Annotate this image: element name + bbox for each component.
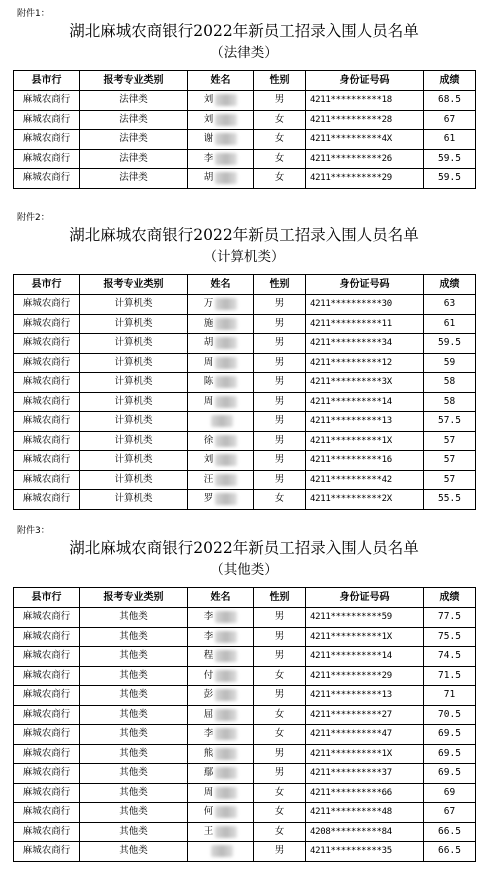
cell-name — [188, 451, 254, 471]
cell-category: 计算机类 — [80, 314, 188, 334]
table-row — [14, 490, 476, 510]
name-text: 李 — [203, 611, 214, 622]
header-category: 报考专业类别 — [80, 275, 188, 295]
cell-score: 59.5 — [424, 169, 476, 189]
cell-category: 计算机类 — [80, 490, 188, 510]
cell-score: 57 — [424, 431, 476, 451]
redaction-mask — [215, 454, 237, 466]
cell-gender: 男 — [254, 744, 306, 764]
cell-score: 57.5 — [424, 412, 476, 432]
cell-branch: 麻城农商行 — [14, 334, 80, 354]
table-row — [14, 627, 476, 647]
section-other — [13, 525, 475, 862]
table-header-row — [14, 71, 476, 91]
name-text: 徐 — [203, 434, 214, 446]
cell-branch: 麻城农商行 — [14, 314, 80, 334]
cell-score: 57 — [424, 470, 476, 490]
cell-category: 其他类 — [80, 608, 188, 628]
cell-gender: 女 — [254, 822, 306, 842]
cell-id-number: 4208**********84 — [306, 822, 424, 842]
candidate-table — [13, 587, 476, 862]
header-branch: 县市行 — [14, 588, 80, 608]
cell-branch: 麻城农商行 — [14, 783, 80, 803]
cell-gender: 女 — [254, 803, 306, 823]
name-text: 周 — [203, 356, 214, 368]
cell-branch: 麻城农商行 — [14, 130, 80, 150]
cell-name — [188, 822, 254, 842]
name-text: 刘 — [203, 94, 214, 105]
cell-branch: 麻城农商行 — [14, 764, 80, 784]
cell-id-number: 4211**********11 — [306, 314, 424, 334]
cell-id-number: 4211**********13 — [306, 686, 424, 706]
cell-score: 70.5 — [424, 705, 476, 725]
redaction-mask — [215, 650, 237, 662]
cell-gender: 男 — [254, 373, 306, 393]
redaction-mask — [211, 415, 233, 427]
cell-branch: 麻城农商行 — [14, 686, 80, 706]
cell-gender: 男 — [254, 295, 306, 315]
cell-branch: 麻城农商行 — [14, 490, 80, 510]
cell-score: 59.5 — [424, 334, 476, 354]
cell-name — [188, 764, 254, 784]
cell-gender: 男 — [254, 412, 306, 432]
cell-name — [188, 412, 254, 432]
redaction-mask — [215, 689, 237, 701]
cell-name — [188, 91, 254, 111]
cell-gender: 女 — [254, 149, 306, 169]
header-name: 姓名 — [188, 71, 254, 91]
cell-name — [188, 608, 254, 628]
cell-branch: 麻城农商行 — [14, 705, 80, 725]
redaction-mask — [215, 337, 237, 349]
name-text: 周 — [203, 395, 214, 407]
header-score: 成绩 — [424, 588, 476, 608]
cell-score: 67 — [424, 110, 476, 130]
cell-id-number: 4211**********16 — [306, 451, 424, 471]
cell-category: 法律类 — [80, 91, 188, 111]
table-row — [14, 647, 476, 667]
table-row — [14, 169, 476, 189]
cell-score: 59.5 — [424, 149, 476, 169]
cell-name — [188, 149, 254, 169]
name-text: 熊 — [203, 747, 214, 759]
cell-score: 58 — [424, 373, 476, 393]
table-row — [14, 470, 476, 490]
cell-branch: 麻城农商行 — [14, 608, 80, 628]
cell-id-number: 4211**********30 — [306, 295, 424, 315]
cell-name — [188, 627, 254, 647]
list-subtitle: （计算机类） — [203, 249, 285, 265]
table-row — [14, 764, 476, 784]
cell-category: 计算机类 — [80, 451, 188, 471]
cell-id-number: 4211**********3X — [306, 373, 424, 393]
table-row — [14, 91, 476, 111]
cell-category: 法律类 — [80, 130, 188, 150]
cell-category: 其他类 — [80, 764, 188, 784]
table-row — [14, 373, 476, 393]
table-row — [14, 412, 476, 432]
cell-id-number: 4211**********4X — [306, 130, 424, 150]
cell-gender: 男 — [254, 392, 306, 412]
cell-name — [188, 334, 254, 354]
cell-name — [188, 314, 254, 334]
header-branch: 县市行 — [14, 71, 80, 91]
cell-name — [188, 647, 254, 667]
name-text: 施 — [203, 317, 214, 329]
cell-id-number: 4211**********66 — [306, 783, 424, 803]
redaction-mask — [215, 357, 237, 369]
cell-score: 55.5 — [424, 490, 476, 510]
cell-score: 74.5 — [424, 647, 476, 667]
redaction-mask — [215, 153, 237, 165]
cell-score: 68.5 — [424, 91, 476, 111]
cell-score: 57 — [424, 451, 476, 471]
redaction-mask — [215, 133, 237, 145]
cell-category: 其他类 — [80, 725, 188, 745]
cell-gender: 男 — [254, 431, 306, 451]
cell-branch: 麻城农商行 — [14, 725, 80, 745]
cell-score: 69.5 — [424, 764, 476, 784]
table-row — [14, 725, 476, 745]
cell-category: 计算机类 — [80, 353, 188, 373]
cell-branch: 麻城农商行 — [14, 470, 80, 490]
header-id: 身份证号码 — [306, 588, 424, 608]
name-text: 程 — [203, 650, 214, 661]
cell-id-number: 4211**********35 — [306, 842, 424, 862]
cell-branch: 麻城农商行 — [14, 627, 80, 647]
table-header-row — [14, 275, 476, 295]
cell-gender: 女 — [254, 705, 306, 725]
cell-gender: 女 — [254, 666, 306, 686]
redaction-mask — [215, 728, 237, 740]
cell-branch: 麻城农商行 — [14, 353, 80, 373]
cell-gender: 女 — [254, 490, 306, 510]
cell-category: 法律类 — [80, 149, 188, 169]
cell-category: 其他类 — [80, 783, 188, 803]
cell-branch: 麻城农商行 — [14, 822, 80, 842]
attachment-label: 附件2： — [17, 213, 50, 223]
redaction-mask — [215, 318, 237, 330]
cell-id-number: 4211**********2X — [306, 490, 424, 510]
cell-category: 其他类 — [80, 744, 188, 764]
cell-score: 71 — [424, 686, 476, 706]
cell-score: 66.5 — [424, 822, 476, 842]
cell-category: 法律类 — [80, 110, 188, 130]
cell-branch: 麻城农商行 — [14, 842, 80, 862]
table-row — [14, 842, 476, 862]
cell-gender: 男 — [254, 470, 306, 490]
redaction-mask — [215, 94, 237, 106]
list-title: 湖北麻城农商银行2022年新员工招录入围人员名单 — [69, 22, 419, 40]
cell-id-number: 4211**********59 — [306, 608, 424, 628]
table-row — [14, 822, 476, 842]
redaction-mask — [215, 787, 237, 799]
list-subtitle: （其他类） — [210, 562, 278, 578]
cell-name — [188, 130, 254, 150]
cell-id-number: 4211**********27 — [306, 705, 424, 725]
cell-name — [188, 392, 254, 412]
header-gender: 性别 — [254, 588, 306, 608]
name-text: 谢 — [203, 133, 214, 144]
table-row — [14, 705, 476, 725]
candidate-table — [13, 70, 476, 189]
cell-branch: 麻城农商行 — [14, 149, 80, 169]
name-text: 周 — [203, 786, 214, 798]
cell-category: 计算机类 — [80, 431, 188, 451]
cell-score: 67 — [424, 803, 476, 823]
cell-name — [188, 431, 254, 451]
table-row — [14, 295, 476, 315]
cell-id-number: 4211**********1X — [306, 431, 424, 451]
name-text: 李 — [203, 152, 214, 164]
header-category: 报考专业类别 — [80, 71, 188, 91]
table-row — [14, 353, 476, 373]
list-title: 湖北麻城农商银行2022年新员工招录入围人员名单 — [69, 539, 419, 557]
attachment-label: 附件3： — [17, 526, 50, 536]
cell-branch: 麻城农商行 — [14, 451, 80, 471]
header-gender: 性别 — [254, 71, 306, 91]
cell-branch: 麻城农商行 — [14, 295, 80, 315]
table-row — [14, 666, 476, 686]
cell-score: 58 — [424, 392, 476, 412]
cell-id-number: 4211**********18 — [306, 91, 424, 111]
name-text: 刘 — [203, 113, 214, 125]
cell-id-number: 4211**********13 — [306, 412, 424, 432]
cell-category: 其他类 — [80, 822, 188, 842]
cell-gender: 女 — [254, 169, 306, 189]
cell-name — [188, 373, 254, 393]
cell-branch: 麻城农商行 — [14, 412, 80, 432]
cell-id-number: 4211**********34 — [306, 334, 424, 354]
cell-score: 61 — [424, 314, 476, 334]
cell-gender: 男 — [254, 451, 306, 471]
table-row — [14, 110, 476, 130]
redaction-mask — [215, 767, 237, 779]
cell-gender: 男 — [254, 764, 306, 784]
header-gender: 性别 — [254, 275, 306, 295]
cell-category: 其他类 — [80, 705, 188, 725]
redaction-mask — [215, 748, 237, 760]
name-text: 罗 — [203, 493, 214, 504]
cell-name — [188, 353, 254, 373]
cell-gender: 男 — [254, 647, 306, 667]
name-text: 胡 — [203, 337, 214, 348]
header-name: 姓名 — [188, 588, 254, 608]
cell-name — [188, 725, 254, 745]
cell-branch: 麻城农商行 — [14, 431, 80, 451]
cell-gender: 男 — [254, 91, 306, 111]
name-text: 何 — [203, 806, 214, 817]
cell-branch: 麻城农商行 — [14, 110, 80, 130]
cell-category: 计算机类 — [80, 373, 188, 393]
cell-score: 69.5 — [424, 725, 476, 745]
redaction-mask — [215, 806, 237, 818]
cell-id-number: 4211**********47 — [306, 725, 424, 745]
redaction-mask — [215, 298, 237, 310]
cell-category: 其他类 — [80, 842, 188, 862]
table-row — [14, 334, 476, 354]
cell-id-number: 4211**********37 — [306, 764, 424, 784]
cell-id-number: 4211**********14 — [306, 392, 424, 412]
table-row — [14, 744, 476, 764]
section-computer — [13, 212, 475, 510]
redaction-mask — [215, 631, 237, 643]
cell-category: 计算机类 — [80, 392, 188, 412]
cell-branch: 麻城农商行 — [14, 647, 80, 667]
redaction-mask — [215, 474, 237, 486]
cell-id-number: 4211**********42 — [306, 470, 424, 490]
redaction-mask — [215, 670, 237, 682]
list-title: 湖北麻城农商银行2022年新员工招录入围人员名单 — [69, 226, 419, 244]
name-text: 胡 — [203, 172, 214, 183]
cell-score: 59 — [424, 353, 476, 373]
cell-id-number: 4211**********1X — [306, 627, 424, 647]
header-id: 身份证号码 — [306, 71, 424, 91]
cell-gender: 女 — [254, 110, 306, 130]
table-row — [14, 608, 476, 628]
cell-category: 计算机类 — [80, 295, 188, 315]
name-text: 鄢 — [203, 767, 214, 778]
cell-name — [188, 705, 254, 725]
cell-gender: 男 — [254, 608, 306, 628]
cell-id-number: 4211**********14 — [306, 647, 424, 667]
redaction-mask — [215, 493, 237, 505]
cell-gender: 男 — [254, 686, 306, 706]
cell-gender: 女 — [254, 130, 306, 150]
redaction-mask — [215, 709, 237, 721]
cell-name — [188, 803, 254, 823]
header-id: 身份证号码 — [306, 275, 424, 295]
header-branch: 县市行 — [14, 275, 80, 295]
cell-name — [188, 169, 254, 189]
cell-name — [188, 783, 254, 803]
cell-score: 77.5 — [424, 608, 476, 628]
cell-score: 69 — [424, 783, 476, 803]
name-text: 王 — [203, 825, 214, 837]
cell-score: 63 — [424, 295, 476, 315]
table-row — [14, 431, 476, 451]
redaction-mask — [215, 114, 237, 126]
cell-gender: 男 — [254, 353, 306, 373]
cell-category: 计算机类 — [80, 470, 188, 490]
redaction-mask — [215, 611, 237, 623]
cell-id-number: 4211**********26 — [306, 149, 424, 169]
cell-gender: 女 — [254, 725, 306, 745]
attachment-label: 附件1： — [17, 9, 50, 19]
cell-category: 法律类 — [80, 169, 188, 189]
cell-category: 其他类 — [80, 647, 188, 667]
cell-name — [188, 744, 254, 764]
cell-id-number: 4211**********1X — [306, 744, 424, 764]
cell-category: 其他类 — [80, 666, 188, 686]
redaction-mask — [215, 826, 237, 838]
header-name: 姓名 — [188, 275, 254, 295]
cell-gender: 男 — [254, 314, 306, 334]
cell-score: 75.5 — [424, 627, 476, 647]
cell-id-number: 4211**********29 — [306, 169, 424, 189]
header-score: 成绩 — [424, 71, 476, 91]
table-header-row — [14, 588, 476, 608]
header-score: 成绩 — [424, 275, 476, 295]
cell-branch: 麻城农商行 — [14, 744, 80, 764]
cell-name — [188, 686, 254, 706]
name-text: 万 — [203, 298, 214, 309]
cell-id-number: 4211**********28 — [306, 110, 424, 130]
cell-branch: 麻城农商行 — [14, 666, 80, 686]
table-row — [14, 130, 476, 150]
cell-category: 计算机类 — [80, 334, 188, 354]
cell-name — [188, 110, 254, 130]
table-row — [14, 392, 476, 412]
candidate-table — [13, 274, 476, 510]
name-text: 李 — [203, 630, 214, 642]
table-row — [14, 149, 476, 169]
cell-id-number: 4211**********48 — [306, 803, 424, 823]
cell-gender: 女 — [254, 783, 306, 803]
cell-score: 69.5 — [424, 744, 476, 764]
name-text: 付 — [203, 669, 214, 681]
redaction-mask — [215, 396, 237, 408]
table-row — [14, 451, 476, 471]
cell-id-number: 4211**********29 — [306, 666, 424, 686]
cell-name — [188, 295, 254, 315]
table-row — [14, 803, 476, 823]
cell-name — [188, 490, 254, 510]
redaction-mask — [215, 172, 237, 184]
cell-category: 计算机类 — [80, 412, 188, 432]
table-row — [14, 686, 476, 706]
cell-score: 61 — [424, 130, 476, 150]
name-text: 陈 — [203, 376, 214, 387]
header-category: 报考专业类别 — [80, 588, 188, 608]
cell-name — [188, 470, 254, 490]
section-law — [13, 8, 475, 189]
redaction-mask — [211, 845, 233, 857]
cell-score: 66.5 — [424, 842, 476, 862]
cell-gender: 男 — [254, 334, 306, 354]
cell-id-number: 4211**********12 — [306, 353, 424, 373]
cell-branch: 麻城农商行 — [14, 373, 80, 393]
cell-gender: 男 — [254, 842, 306, 862]
cell-name — [188, 842, 254, 862]
cell-branch: 麻城农商行 — [14, 169, 80, 189]
redaction-mask — [215, 376, 237, 388]
name-text: 刘 — [203, 454, 214, 465]
name-text: 汪 — [203, 473, 214, 485]
cell-gender: 男 — [254, 627, 306, 647]
cell-branch: 麻城农商行 — [14, 91, 80, 111]
name-text: 彭 — [203, 689, 214, 700]
cell-category: 其他类 — [80, 803, 188, 823]
cell-category: 其他类 — [80, 627, 188, 647]
name-text: 李 — [203, 728, 214, 739]
list-subtitle: （法律类） — [210, 45, 278, 61]
redaction-mask — [215, 435, 237, 447]
cell-score: 71.5 — [424, 666, 476, 686]
table-row — [14, 783, 476, 803]
cell-category: 其他类 — [80, 686, 188, 706]
name-text: 屈 — [203, 708, 214, 720]
table-row — [14, 314, 476, 334]
cell-branch: 麻城农商行 — [14, 803, 80, 823]
cell-branch: 麻城农商行 — [14, 392, 80, 412]
cell-name — [188, 666, 254, 686]
